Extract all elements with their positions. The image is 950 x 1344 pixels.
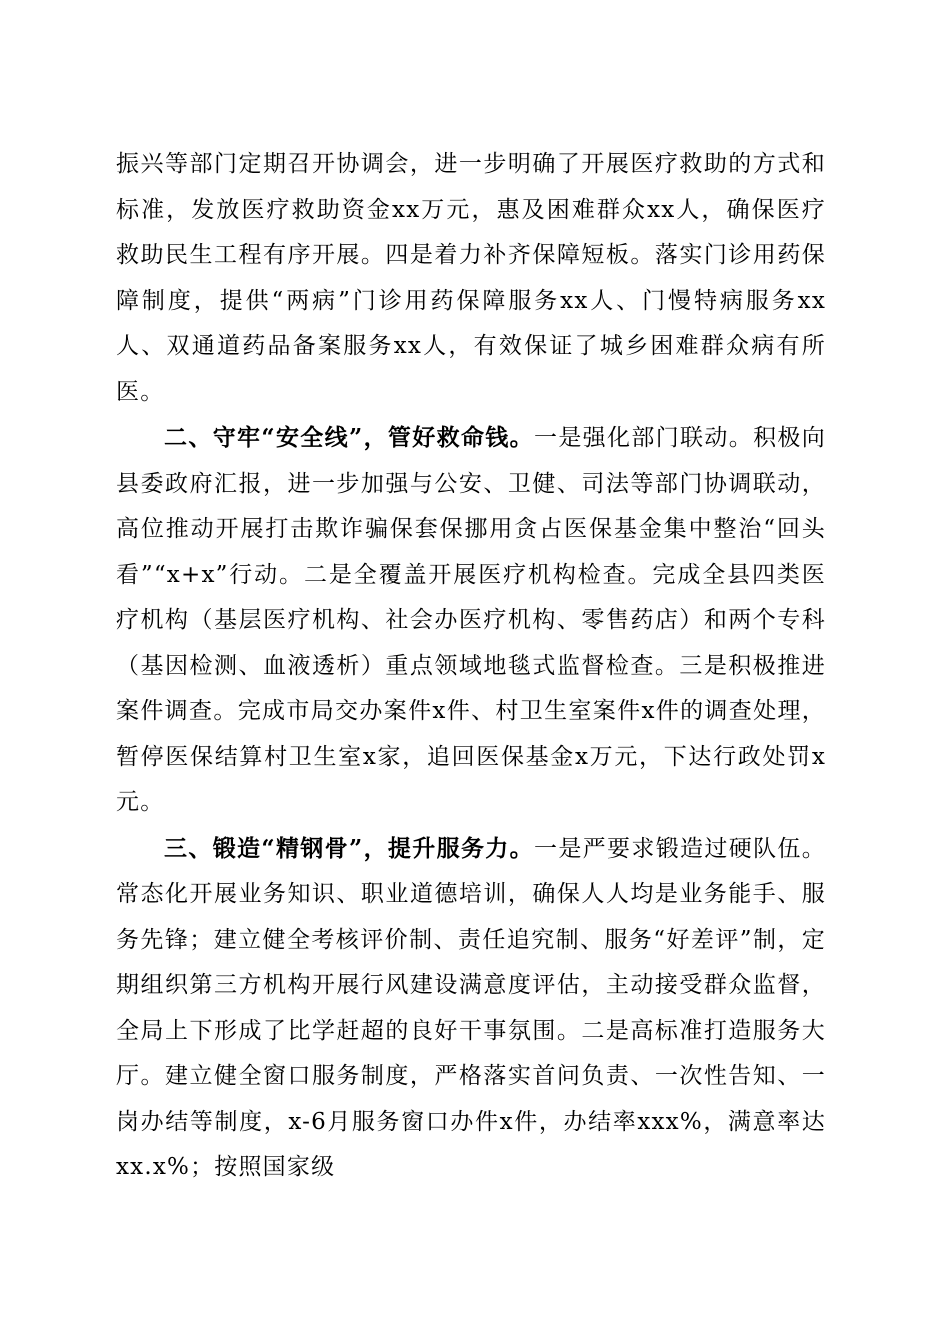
section-two-body: 一是强化部门联动。积极向县委政府汇报，进一步加强与公安、卫健、司法等部门协调联动，高位推动开展打击欺诈骗保套保挪用贪占医保基金集中整治“回头看”“x+x”行动。二是全覆盖开展医疗机构检查。完成全县四类医疗机构（基层医疗机构、社会办医疗机构、零售药店）和两个专科（基因检测、血液透析）重点领域地毯式监督检查。三是积极推进案件调查。完成市局交办案件x件、村卫生室案件x件的调查处理，暂停医保结算村卫生室x家，追回医保基金x万元，下达行政处罚x元。 <box>116 425 826 815</box>
section-three-heading: 三、锻造“精钢骨”，提升服务力。 <box>164 834 534 862</box>
paragraph-continuation <box>116 142 826 415</box>
paragraph-section-two <box>116 415 826 826</box>
document-body <box>116 142 826 1191</box>
section-two-heading: 二、守牢“安全线”，管好救命钱。 <box>164 424 534 451</box>
section-three-body: 一是严要求锻造过硬队伍。常态化开展业务知识、职业道德培训，确保人人均是业务能手、服务先锋；建立健全考核评价制、责任追究制、服务“好差评”制，定期组织第三方机构开展行风建设满意度评估，主动接受群众监督，全局上下形成了比学赶超的良好干事氛围。二是高标准打造服务大厅。建立健全窗口服务制度，严格落实首问负责、一次性告知、一岗办结等制度，x-6月服务窗口办件x件，办结率xxx%，满意率达xx.x%；按照国家级 <box>116 835 826 1180</box>
paragraph-body-text: 振兴等部门定期召开协调会，进一步明确了开展医疗救助的方式和标准，发放医疗救助资金xx万元，惠及困难群众xx人，确保医疗救助民生工程有序开展。四是着力补齐保障短板。落实门诊用药保障制度，提供“两病”门诊用药保障服务xx人、门慢特病服务xx人、双通道药品备案服务xx人，有效保证了城乡困难群众病有所医。 <box>116 151 826 405</box>
paragraph-section-three <box>116 826 826 1191</box>
